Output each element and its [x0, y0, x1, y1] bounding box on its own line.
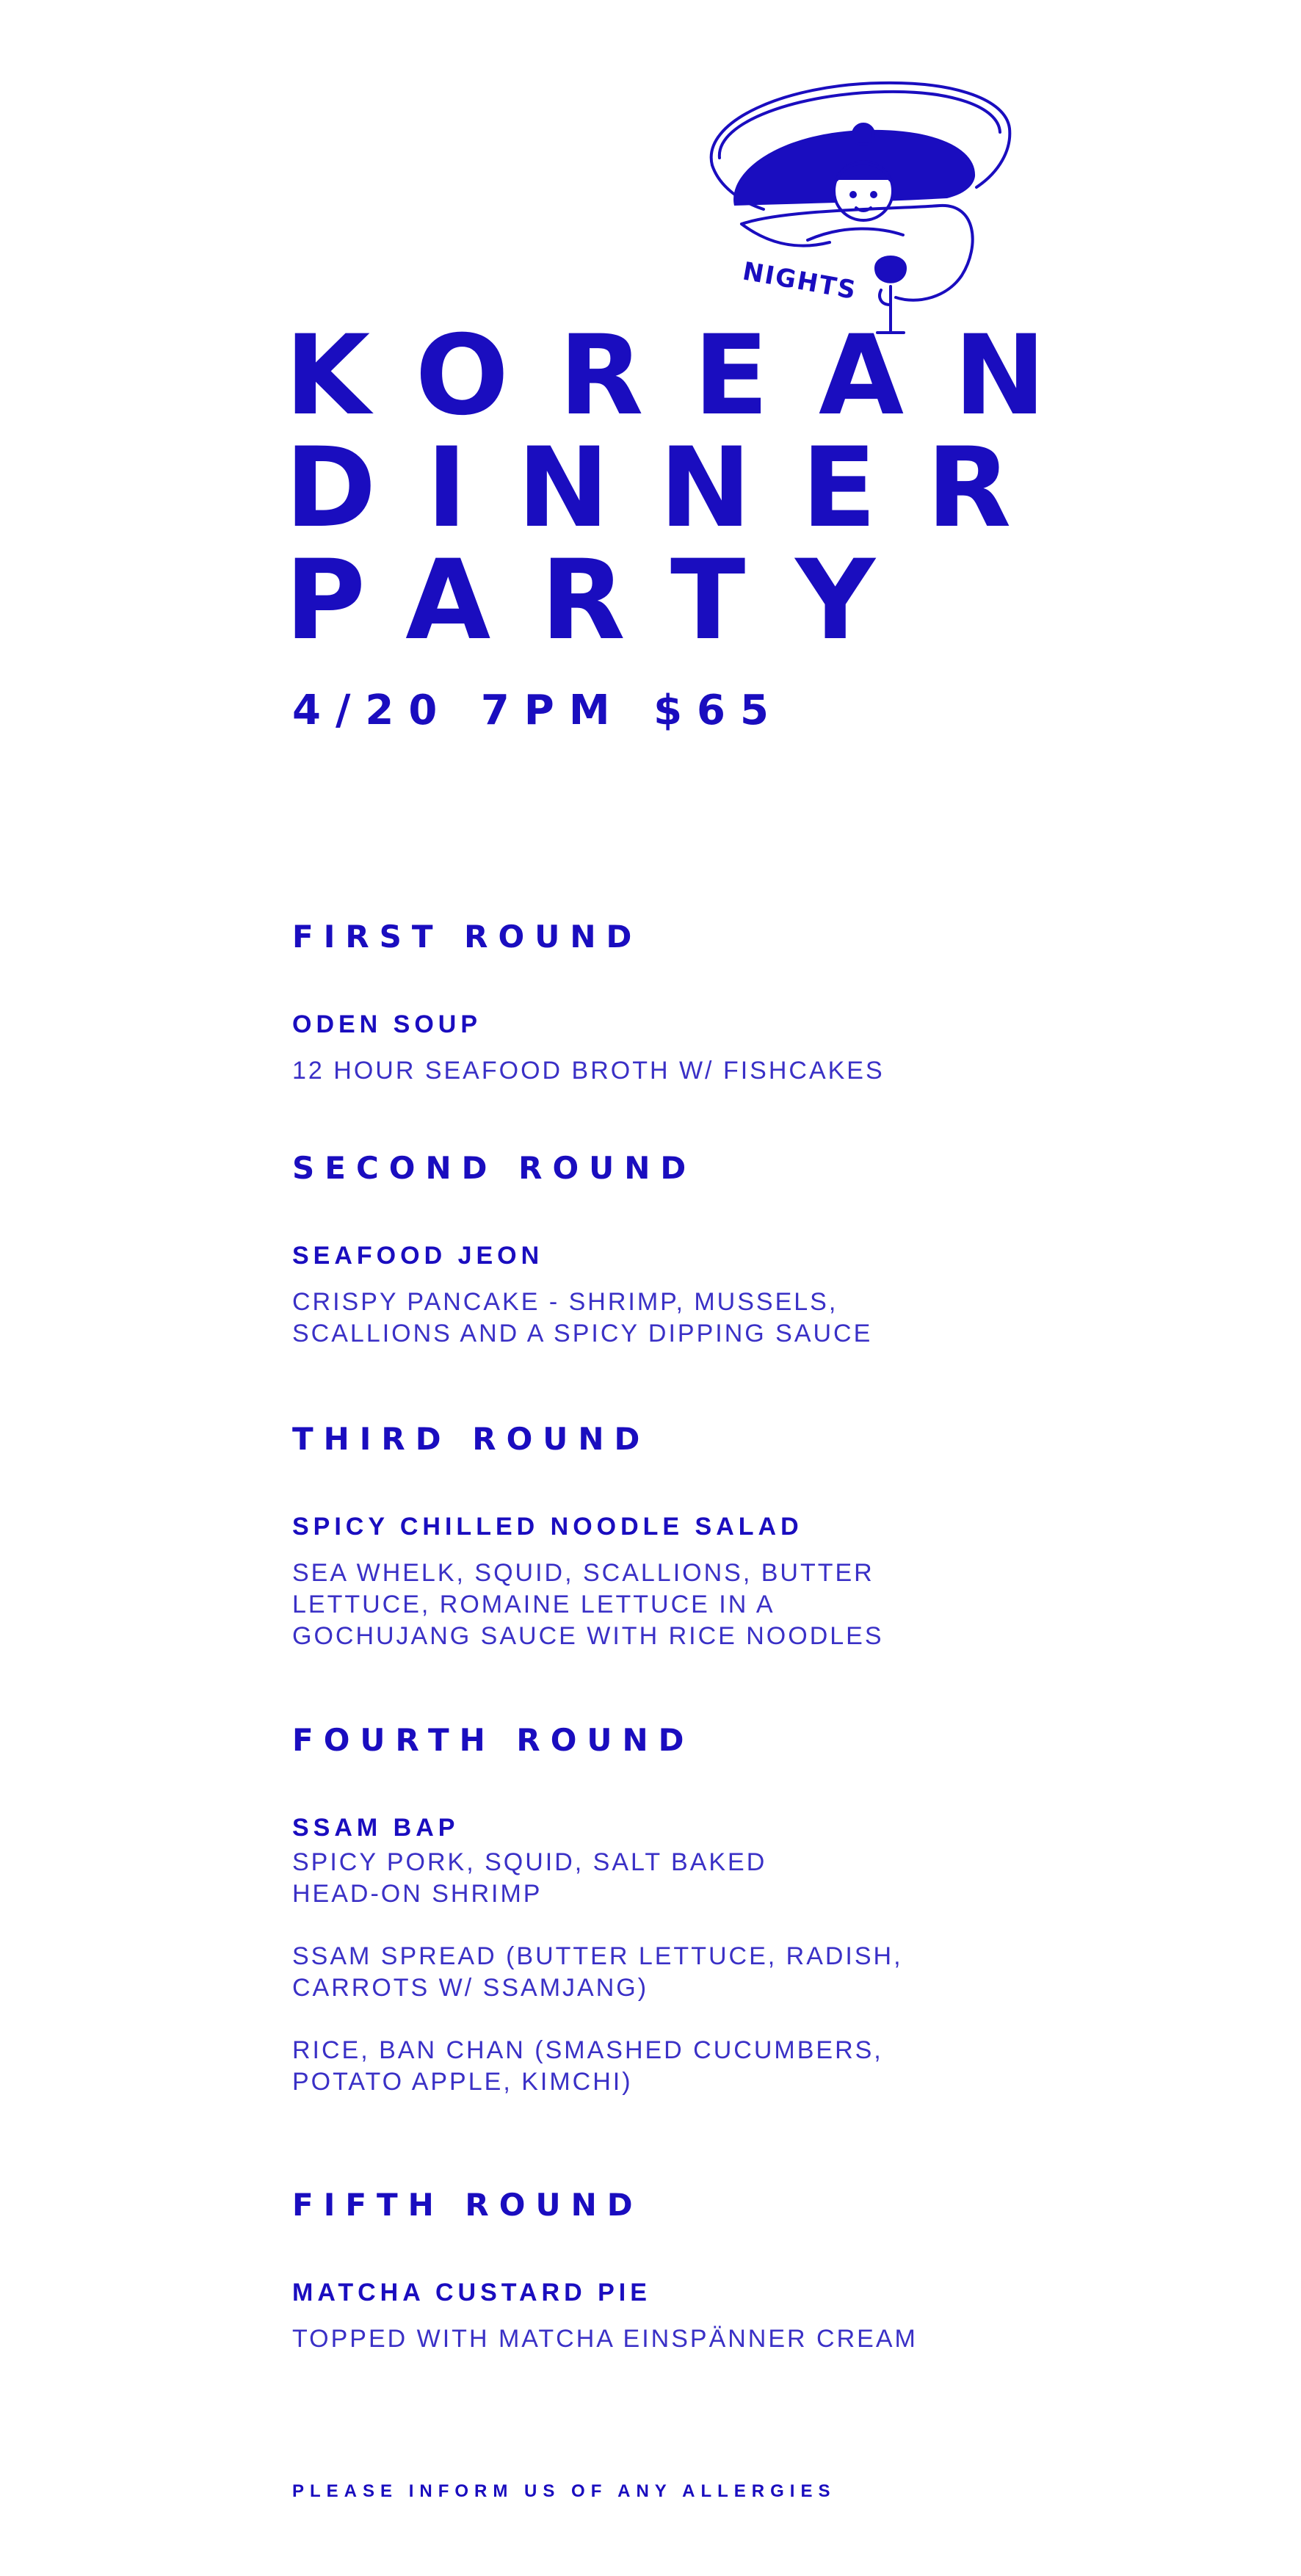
dish-description: [292, 1557, 1173, 1652]
dish-description-rice: [292, 2035, 1173, 2098]
round-4: [292, 1723, 1173, 2098]
dish-description-line: SPICY PORK, SQUID, SALT BAKED: [292, 1848, 767, 1876]
round-heading: FIFTH ROUND: [292, 2187, 643, 2223]
dish-description: [292, 1055, 1173, 1087]
dish-description: [292, 2323, 1173, 2355]
dish-description-line: CRISPY PANCAKE - SHRIMP, MUSSELS,: [292, 1288, 838, 1316]
woman-with-wine-glass-icon: [711, 83, 1010, 333]
dish-description-line: 12 HOUR SEAFOOD BROTH W/ FISHCAKES: [292, 1057, 885, 1085]
dish-description-line: CARROTS W/ SSAMJANG): [292, 1974, 649, 2002]
dish-description: [292, 1287, 1173, 1350]
dish-description-line: LETTUCE, ROMAINE LETTUCE IN A: [292, 1591, 775, 1618]
dish-description-ssam-spread: [292, 1941, 1173, 2004]
round-heading: SECOND ROUND: [292, 1150, 697, 1186]
dish-description: [292, 1847, 1173, 1910]
dish-description-line: SSAM SPREAD (BUTTER LETTUCE, RADISH,: [292, 1942, 903, 1970]
event-details: 4/20 7PM $65: [292, 687, 783, 734]
dish-name: MATCHA CUSTARD PIE: [292, 2279, 651, 2307]
round-heading: FIRST ROUND: [292, 919, 642, 955]
dish-name: SPICY CHILLED NOODLE SALAD: [292, 1513, 803, 1541]
dish-name: SEAFOOD JEON: [292, 1242, 544, 1270]
dish-description-line: POTATO APPLE, KIMCHI): [292, 2068, 633, 2096]
round-heading: FOURTH ROUND: [292, 1722, 695, 1758]
dish-description-line: RICE, BAN CHAN (SMASHED CUCUMBERS,: [292, 2036, 883, 2064]
dish-name: ODEN SOUP: [292, 1010, 482, 1038]
title-line-2: DINNER: [285, 424, 1062, 552]
dish-description-line: HEAD-ON SHRIMP: [292, 1880, 543, 1908]
round-5: [292, 2188, 1173, 2355]
nights-logo-text: NIGHTS: [740, 256, 860, 306]
round-heading: THIRD ROUND: [292, 1421, 650, 1457]
dish-name: SSAM BAP: [292, 1814, 460, 1842]
dish-description-line: GOCHUJANG SAUCE WITH RICE NOODLES: [292, 1622, 884, 1650]
round-1: [292, 920, 1173, 1087]
round-3: [292, 1422, 1173, 1652]
allergy-notice: PLEASE INFORM US OF ANY ALLERGIES: [292, 2481, 836, 2501]
title-line-3: PARTY: [285, 537, 925, 665]
dish-description-line: SEA WHELK, SQUID, SCALLIONS, BUTTER: [292, 1559, 874, 1587]
dish-description-line: TOPPED WITH MATCHA EINSPÄNNER CREAM: [292, 2325, 918, 2353]
round-2: [292, 1151, 1173, 1350]
dish-description-line: SCALLIONS AND A SPICY DIPPING SAUCE: [292, 1320, 873, 1347]
title-line-1: KOREAN: [285, 312, 1096, 440]
